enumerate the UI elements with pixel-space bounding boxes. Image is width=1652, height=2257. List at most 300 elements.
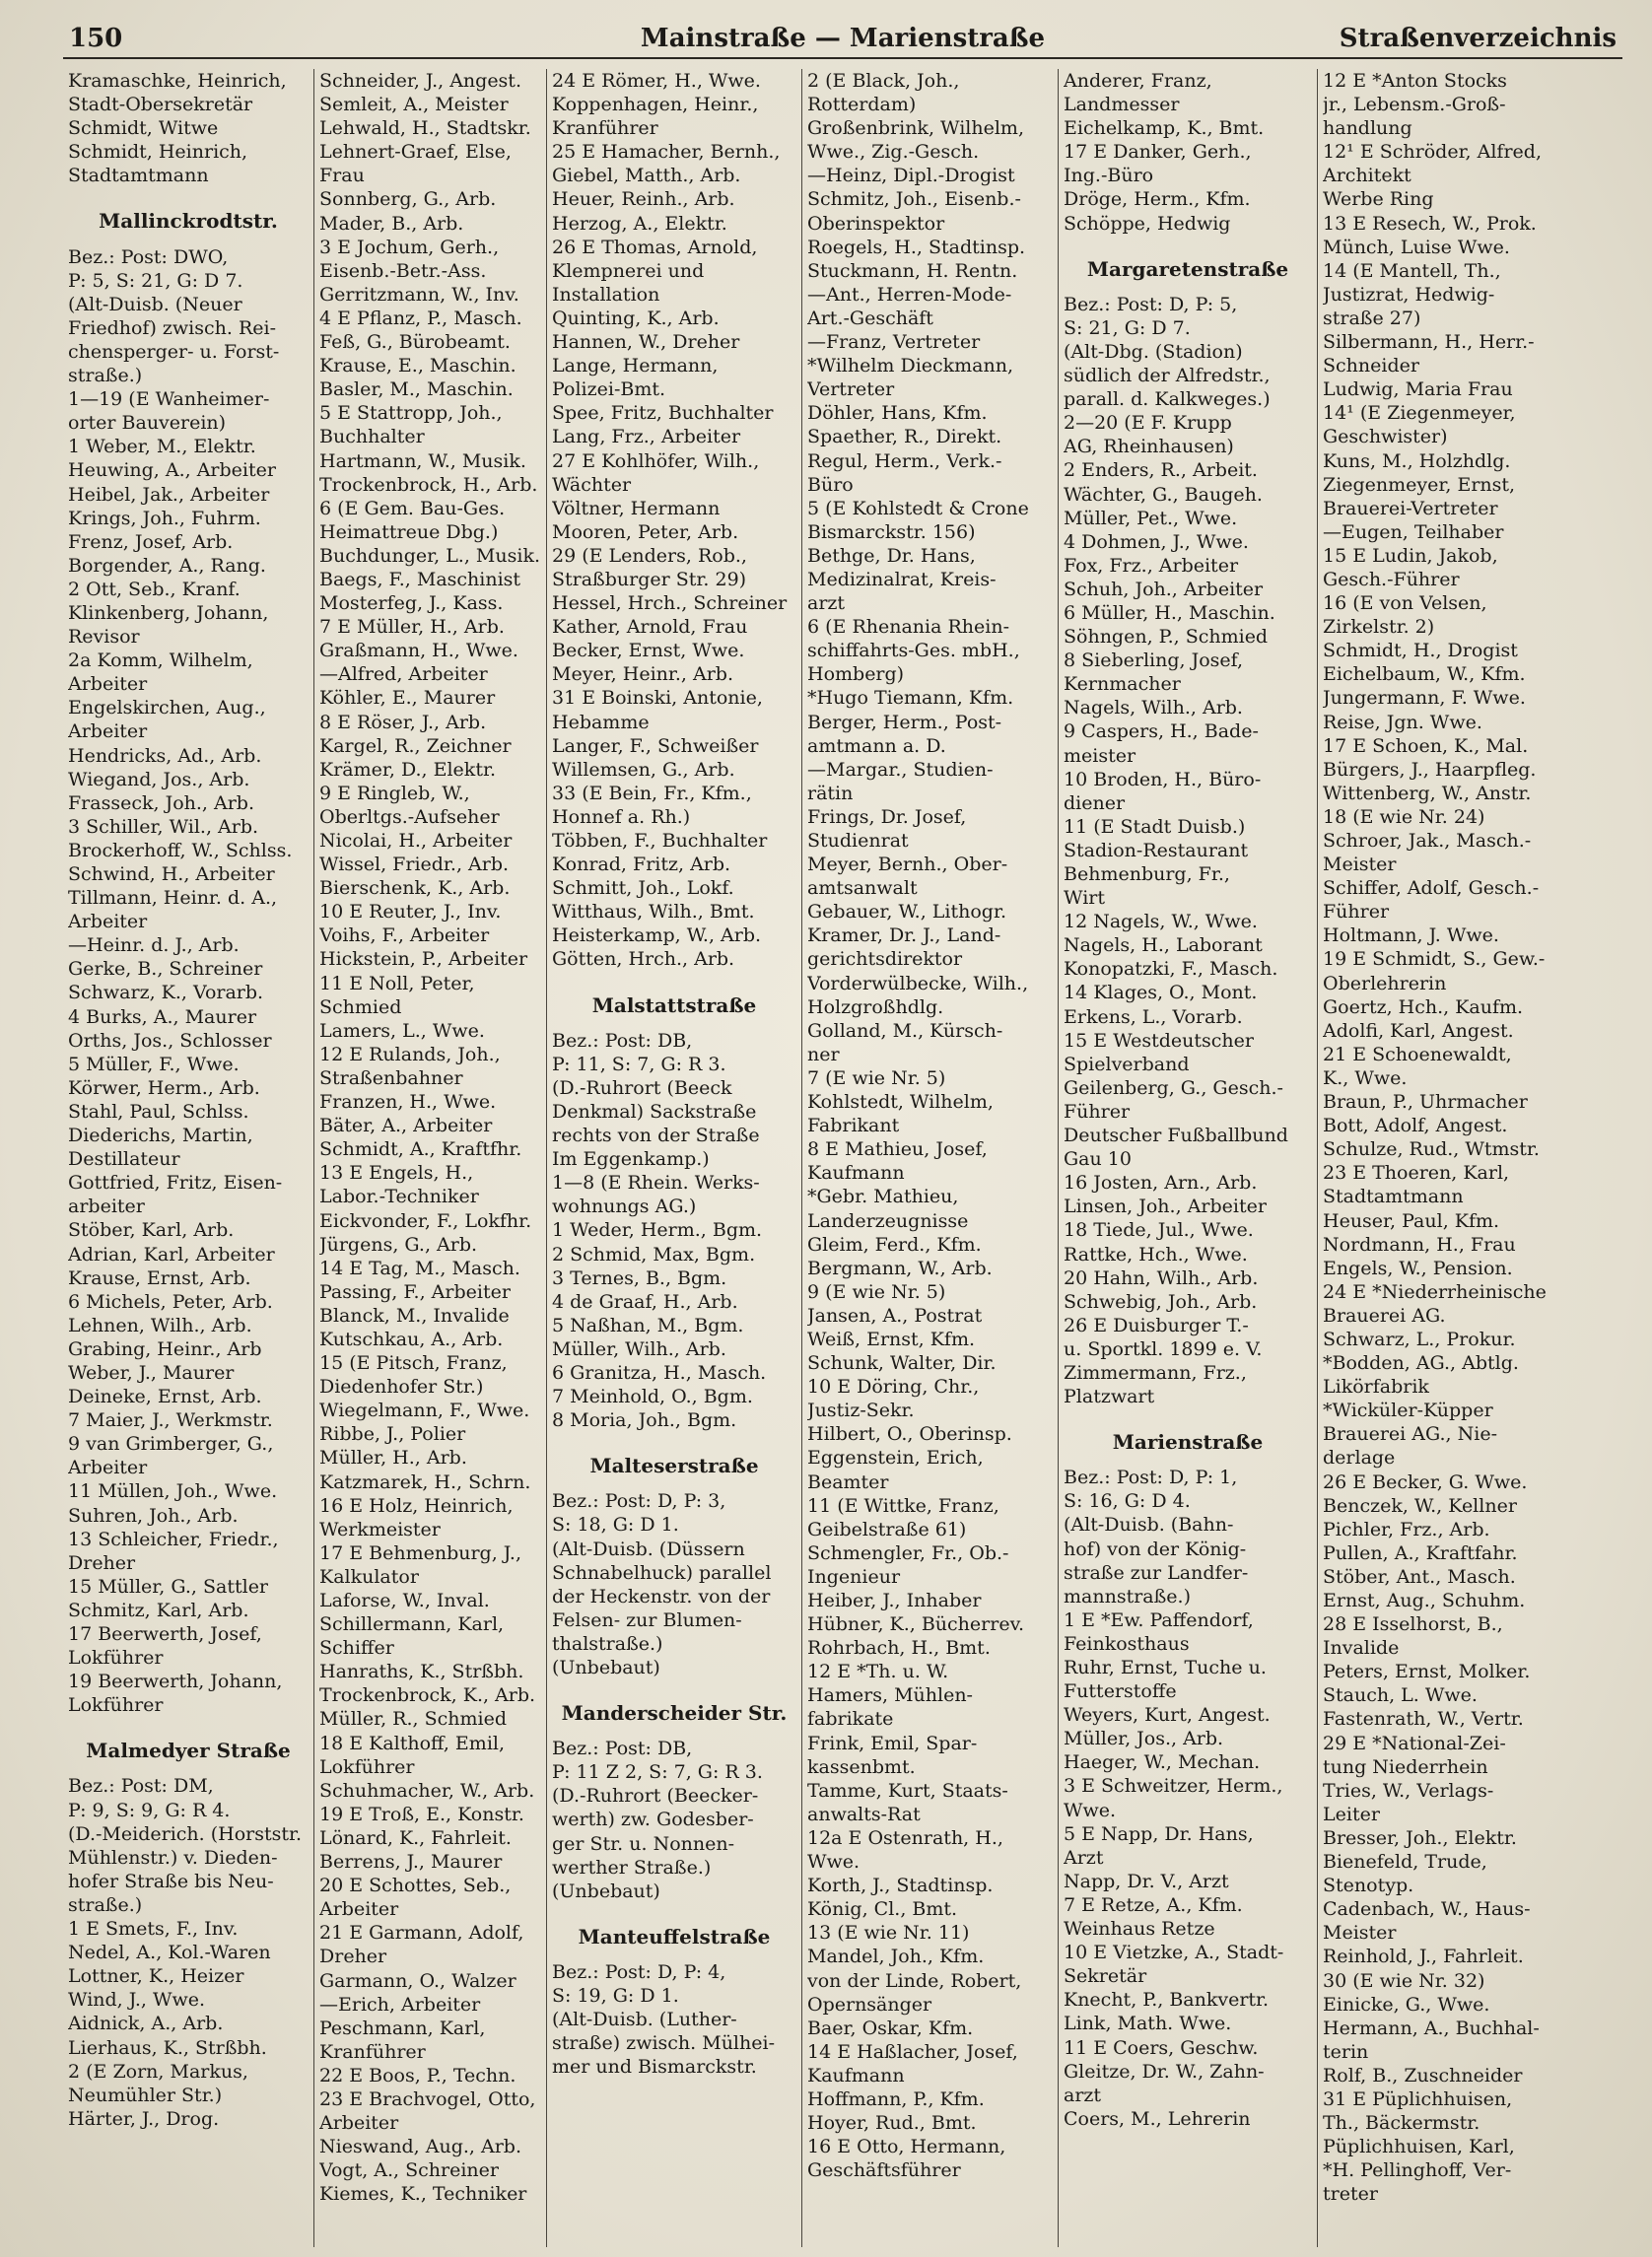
directory-entry-line: S: 21, G: D 7. — [1064, 316, 1191, 339]
directory-entry-line: südlich der Alfredstr., — [1064, 365, 1271, 387]
directory-entry-line: Eichelbaum, W., Kfm. — [1323, 663, 1526, 686]
directory-entry-line: 10 Broden, H., Büro- — [1064, 768, 1262, 790]
page-number: 150 — [69, 24, 123, 53]
directory-entry-line: der Heckenstr. von der — [552, 1585, 771, 1607]
directory-entry-line: Schmitz, Karl, Arb. — [68, 1599, 249, 1621]
directory-entry-line: Frasseck, Joh., Arb. — [68, 791, 254, 814]
directory-entry-line: straße 27) — [1323, 307, 1421, 329]
directory-entry-line: —Erich, Arbeiter — [319, 1993, 481, 2016]
directory-entry-line: 2 Schmid, Max, Bgm. — [552, 1243, 756, 1265]
directory-entry-line: 23 E Thoeren, Karl, — [1323, 1162, 1510, 1185]
directory-entry-line: kassenbmt. — [807, 1755, 916, 1778]
column-6 — [1318, 69, 1622, 2247]
directory-entry-line: Landmesser — [1064, 94, 1180, 116]
directory-entry-line: Döhler, Hans, Kfm. — [807, 402, 988, 425]
directory-entry-line: Stadtamtmann — [68, 165, 209, 187]
directory-entry-line: Reise, Jgn. Wwe. — [1323, 711, 1482, 733]
directory-entry-line: treter — [1323, 2183, 1378, 2206]
directory-entry-line: 26 E Thomas, Arnold, — [552, 236, 758, 258]
directory-entry-line: 7 (E wie Nr. 5) — [807, 1066, 946, 1089]
directory-entry-line: Cadenbach, W., Haus- — [1323, 1898, 1531, 1921]
directory-entry-line: —Ant., Herren-Mode- — [807, 283, 1012, 306]
street-heading: Marienstraße — [1112, 1430, 1264, 1455]
directory-entry-line: Benczek, W., Kellner — [1323, 1494, 1517, 1517]
directory-entry-line: Schmitt, Joh., Lokf. — [552, 877, 734, 900]
directory-entry-line: Spaether, R., Direkt. — [807, 426, 1002, 448]
directory-entry-line: Arbeiter — [68, 673, 148, 696]
directory-entry-line: 11 E Coers, Geschw. — [1064, 2036, 1259, 2059]
directory-entry-line: Jungermann, F. Wwe. — [1323, 687, 1526, 710]
directory-entry-line: Bott, Adolf, Angest. — [1323, 1115, 1508, 1137]
directory-entry-line: schiffahrts-Ges. mbH., — [807, 640, 1020, 662]
directory-entry-line: Werbe Ring — [1323, 188, 1434, 211]
directory-entry-line: Zirkelstr. 2) — [1323, 616, 1435, 639]
directory-entry-line: Schmied — [319, 995, 402, 1018]
directory-entry-line: Meister — [1323, 1922, 1397, 1945]
directory-entry-line: Lamers, L., Wwe. — [319, 1019, 485, 1042]
column-4 — [802, 69, 1059, 2247]
directory-entry-line: straße) zwisch. Mülhei- — [552, 2032, 775, 2055]
directory-entry-line: Im Eggenkamp.) — [552, 1148, 710, 1171]
directory-entry-line: 27 E Kohlhöfer, Wilh., — [552, 449, 760, 472]
directory-entry-line: Heuwing, A., Arbeiter — [68, 459, 276, 482]
directory-entry-line: Erkens, L., Vorarb. — [1064, 1005, 1243, 1028]
directory-entry-line: Wirt — [1064, 887, 1105, 910]
column-2 — [314, 69, 547, 2247]
directory-entry-line: parall. d. Kalkweges.) — [1064, 388, 1271, 411]
directory-entry-line: mer und Bismarckstr. — [552, 2056, 757, 2079]
directory-entry-line: Schmengler, Fr., Ob.- — [807, 1541, 1009, 1564]
directory-entry-line: —Alfred, Arbeiter — [319, 663, 488, 686]
directory-entry-line: Herzog, A., Elektr. — [552, 212, 727, 235]
directory-entry-line: Deutscher Fußballbund — [1064, 1125, 1288, 1147]
directory-entry-line: Friedhof) zwisch. Rei- — [68, 316, 277, 339]
directory-entry-line: (D.-Ruhrort (Beecker- — [552, 1785, 759, 1808]
directory-entry-line: arzt — [1064, 2084, 1102, 2106]
directory-entry-line: Stahl, Paul, Schlss. — [68, 1100, 249, 1123]
directory-entry-line: 6 Müller, H., Maschin. — [1064, 601, 1275, 624]
directory-entry-line: Hermann, A., Buchhal- — [1323, 2017, 1540, 2039]
directory-entry-line: Stöber, Karl, Arb. — [68, 1219, 235, 1242]
directory-entry-line: Anderer, Franz, — [1064, 70, 1212, 92]
directory-entry-line: Arzt — [1064, 1846, 1104, 1869]
directory-entry-line: Brauerei AG. — [1323, 1304, 1446, 1327]
directory-entry-line: 21 E Garmann, Adolf, — [319, 1922, 524, 1945]
directory-entry-line: Kiemes, K., Techniker — [319, 2183, 527, 2206]
directory-entry-line: Arbeiter — [68, 911, 148, 933]
directory-entry-line: Aidnick, A., Arb. — [68, 2013, 224, 2035]
directory-entry-line: Heiber, J., Inhaber — [807, 1590, 982, 1611]
directory-entry-line: Schwind, H., Arbeiter — [68, 863, 275, 885]
directory-entry-line: Nedel, A., Kol.-Waren — [68, 1942, 271, 1964]
directory-entry-line: 3 Schiller, Wil., Arb. — [68, 815, 259, 838]
directory-entry-line: Hübner, K., Bücherrev. — [807, 1613, 1025, 1636]
directory-entry-line: Müller, Pet., Wwe. — [1064, 507, 1238, 529]
directory-entry-line: Wiegand, Jos., Arb. — [68, 768, 250, 790]
directory-entry-line: Giebel, Matth., Arb. — [552, 165, 741, 187]
directory-entry-line: Stadion-Restaurant — [1064, 839, 1249, 861]
directory-entry-line: 14 E Haßlacher, Josef, — [807, 2040, 1018, 2063]
directory-entry-line: Gleitze, Dr. W., Zahn- — [1064, 2060, 1265, 2083]
directory-entry-line: 17 Beerwerth, Josef, — [68, 1623, 262, 1645]
directory-entry-line: 16 Josten, Arn., Arb. — [1064, 1172, 1258, 1195]
directory-entry-line: AG, Rheinhausen) — [1064, 436, 1234, 458]
directory-entry-line: Nagels, Wilh., Arb. — [1064, 697, 1243, 719]
directory-entry-line: Oberinspektor — [807, 212, 945, 235]
directory-entry-line: 1 Weder, Herm., Bgm. — [552, 1219, 763, 1242]
directory-entry-line: Bez.: Post: DWO, — [68, 245, 229, 268]
directory-entry-line: Engelskirchen, Aug., — [68, 697, 266, 719]
directory-entry-line: Schunk, Walter, Dir. — [807, 1352, 997, 1375]
directory-entry-line: Geschwister) — [1323, 426, 1448, 448]
directory-entry-line: Berger, Herm., Post- — [807, 711, 1002, 733]
directory-entry-line: K., Wwe. — [1323, 1066, 1408, 1089]
directory-entry-line: Brockerhoff, W., Schlss. — [68, 839, 293, 861]
directory-entry-line: Weyers, Kurt, Angest. — [1064, 1704, 1271, 1727]
directory-entry-line: Haeger, W., Mechan. — [1064, 1751, 1261, 1774]
directory-entry-line: Geibelstraße 61) — [807, 1518, 967, 1540]
directory-entry-line: amtmann a. D. — [807, 734, 946, 757]
directory-entry-line: handlung — [1323, 117, 1412, 140]
directory-entry-line: Reinhold, J., Fahrleit. — [1323, 1946, 1524, 1968]
directory-entry-line: 18 Tiede, Jul., Wwe. — [1064, 1219, 1254, 1242]
directory-entry-line: 2a Komm, Wilhelm, — [68, 650, 253, 672]
directory-entry-line: Golland, M., Kürsch- — [807, 1019, 1003, 1042]
directory-entry-line: Vertreter — [807, 378, 895, 401]
directory-entry-line: Basler, M., Maschin. — [319, 378, 514, 401]
directory-entry-line: Gerritzmann, W., Inv. — [319, 283, 519, 306]
directory-entry-line: Kranführer — [552, 117, 658, 140]
directory-entry-line: Koppenhagen, Heinr., — [552, 94, 759, 116]
directory-entry-line: Beamter — [807, 1470, 889, 1493]
directory-entry-line: Oberltgs.-Aufseher — [319, 805, 500, 828]
directory-entry-line: Deineke, Ernst, Arb. — [68, 1386, 262, 1408]
directory-entry-line: Schmidt, Heinrich, — [68, 141, 248, 164]
directory-entry-line: 9 Caspers, H., Bade- — [1064, 720, 1259, 743]
directory-entry-line: 9 (E wie Nr. 5) — [807, 1280, 946, 1303]
directory-entry-line: (D.-Ruhrort (Beeck — [552, 1076, 732, 1099]
directory-entry-line: Fastenrath, W., Vertr. — [1323, 1708, 1524, 1731]
directory-entry-line: Ziegenmeyer, Ernst, — [1323, 473, 1516, 496]
directory-entry-line: 29 E *National-Zei- — [1323, 1732, 1506, 1754]
directory-entry-line: straße.) — [68, 1893, 143, 1916]
directory-entry-line: Semleit, A., Meister — [319, 94, 509, 116]
directory-entry-line: Peschmann, Karl, — [319, 2017, 486, 2039]
directory-entry-line: Arbeiter — [68, 720, 148, 743]
directory-entry-line: Werkmeister — [319, 1518, 441, 1540]
directory-entry-line: 12a E Ostenrath, H., — [807, 1826, 1003, 1849]
directory-entry-line: 2 (E Zorn, Markus, — [68, 2060, 248, 2083]
directory-entry-line: Denkmal) Sackstraße — [552, 1100, 757, 1123]
directory-entry-line: 2 (E Black, Joh., — [807, 70, 960, 92]
directory-entry-line: 4 E Pflanz, P., Masch. — [319, 307, 522, 329]
directory-entry-line: Roegels, H., Stadtinsp. — [807, 236, 1026, 258]
directory-entry-line: 10 E Vietzke, A., Stadt- — [1064, 1942, 1284, 1964]
directory-entry-line: Schulze, Rud., Wtmstr. — [1323, 1138, 1540, 1161]
directory-entry-line: Krause, Ernst, Arb. — [68, 1266, 251, 1289]
directory-entry-line: Einicke, G., Wwe. — [1323, 1993, 1490, 2016]
directory-entry-line: Hendricks, Ad., Arb. — [68, 744, 262, 767]
directory-entry-line: Wind, J., Wwe. — [68, 1989, 206, 2012]
directory-entry-line: Architekt — [1323, 165, 1411, 187]
directory-entry-line: Müller, H., Arb. — [319, 1447, 467, 1470]
directory-entry-line: 6 (E Rhenania Rhein- — [807, 616, 1010, 639]
directory-entry-line: Stöber, Ant., Masch. — [1323, 1565, 1516, 1588]
directory-entry-line: Oberlehrerin — [1323, 972, 1447, 994]
directory-entry-line: Lottner, K., Heizer — [68, 1965, 244, 1988]
directory-entry-line: Kramaschke, Heinrich, — [68, 70, 287, 92]
directory-entry-line: Arbeiter — [68, 1457, 148, 1479]
directory-entry-line: Nordmann, H., Frau — [1323, 1233, 1516, 1256]
directory-entry-line: P: 9, S: 9, G: R 4. — [68, 1799, 231, 1821]
directory-entry-line: 13 E Resech, W., Prok. — [1323, 212, 1537, 235]
directory-entry-line: Bez.: Post: D, P: 4, — [552, 1960, 726, 1983]
directory-entry-line: Kuns, M., Holzhdlg. — [1323, 449, 1511, 472]
directory-entry-line: Dreher — [319, 1946, 387, 1968]
directory-entry-line: Eichelkamp, K., Bmt. — [1064, 117, 1265, 140]
directory-entry-line: 9 van Grimberger, G., — [68, 1433, 274, 1456]
directory-entry-line: Tamme, Kurt, Staats- — [807, 1779, 1008, 1802]
directory-entry-line: Mandel, Joh., Kfm. — [807, 1946, 985, 1968]
directory-entry-line: 5 (E Kohlstedt & Crone — [807, 497, 1029, 519]
directory-entry-line: gerichtsdirektor — [807, 948, 963, 971]
directory-entry-line: Studienrat — [807, 830, 909, 852]
directory-entry-line: arbeiter — [68, 1196, 145, 1218]
directory-entry-line: Konrad, Fritz, Arb. — [552, 854, 731, 876]
directory-entry-line: Bürgers, J., Haarpfleg. — [1323, 758, 1537, 781]
directory-entry-line: Garmann, O., Walzer — [319, 1969, 516, 1992]
directory-entry-line: Klempnerei und — [552, 259, 705, 282]
directory-entry-line: 7 Meinhold, O., Bgm. — [552, 1386, 753, 1408]
directory-entry-line: Geschäftsführer — [807, 2159, 961, 2182]
directory-entry-line: 10 E Reuter, J., Inv. — [319, 901, 502, 923]
directory-entry-line: Völtner, Hermann — [552, 497, 721, 519]
directory-entry-line: 20 Hahn, Wilh., Arb. — [1064, 1266, 1259, 1289]
directory-entry-line: terin — [1323, 2040, 1369, 2063]
directory-entry-line: 15 Müller, G., Sattler — [68, 1575, 269, 1598]
directory-entry-line: 5 E Stattropp, Joh., — [319, 402, 503, 425]
directory-entry-line: —Eugen, Teilhaber — [1323, 520, 1504, 543]
directory-entry-line: 20 E Schottes, Seb., — [319, 1875, 512, 1897]
directory-entry-line: 6 (E Gem. Bau-Ges. — [319, 497, 506, 519]
directory-entry-line: Justiz-Sekr. — [807, 1400, 915, 1422]
directory-entry-line: Kohlstedt, Wilhelm, — [807, 1091, 994, 1114]
directory-entry-line: Likörfabrik — [1323, 1376, 1429, 1399]
directory-entry-line: 28 E Isselhorst, B., — [1323, 1613, 1503, 1636]
directory-entry-line: Mader, B., Arb. — [319, 212, 464, 235]
directory-entry-line: Krause, E., Maschin. — [319, 355, 516, 377]
directory-entry-line: Neumühler Str.) — [68, 2084, 223, 2106]
directory-entry-line: Schmidt, A., Kraftfhr. — [319, 1138, 522, 1161]
directory-entry-line: Feinkosthaus — [1064, 1632, 1190, 1655]
directory-entry-line: amtsanwalt — [807, 877, 918, 900]
directory-entry-line: Bethge, Dr. Hans, — [807, 544, 976, 567]
directory-entry-line: *Gebr. Mathieu, — [807, 1186, 959, 1208]
directory-entry-line: Krings, Joh., Fuhrm. — [68, 507, 261, 529]
directory-entry-line: 11 (E Wittke, Franz, — [807, 1494, 999, 1517]
directory-entry-line: Bresser, Joh., Elektr. — [1323, 1826, 1517, 1849]
directory-entry-line: Meyer, Heinr., Arb. — [552, 663, 733, 686]
directory-entry-line: Borgender, A., Rang. — [68, 554, 266, 577]
directory-entry-line: Mosterfeg, J., Kass. — [319, 592, 504, 615]
directory-entry-line: Schwarz, K., Vorarb. — [68, 982, 264, 1004]
directory-entry-line: 4 Burks, A., Maurer — [68, 1005, 257, 1028]
directory-entry-line: Felsen- zur Blumen- — [552, 1608, 742, 1631]
directory-entry-line: hofer Straße bis Neu- — [68, 1870, 274, 1892]
directory-entry-line: *Wilhelm Dieckmann, — [807, 355, 1014, 377]
directory-entry-line: 16 E Otto, Hermann, — [807, 2136, 1006, 2158]
directory-entry-line: Schmidt, Witwe — [68, 117, 219, 140]
directory-entry-line: Jürgens, G., Arb. — [319, 1233, 478, 1256]
directory-entry-line: 26 E Becker, G. Wwe. — [1323, 1470, 1528, 1493]
directory-entry-line: P: 5, S: 21, G: D 7. — [68, 269, 243, 292]
directory-entry-line: 3 E Jochum, Gerh., — [319, 236, 500, 258]
directory-entry-line: 13 E Engels, H., — [319, 1162, 474, 1185]
directory-entry-line: 5 E Napp, Dr. Hans, — [1064, 1822, 1254, 1845]
directory-entry-line: Schneider — [1323, 355, 1419, 377]
directory-entry-line: 19 E Schmidt, S., Gew.- — [1323, 948, 1546, 971]
directory-entry-line: Bez.: Post: D, P: 3, — [552, 1490, 726, 1513]
directory-entry-line: Pichler, Frz., Arb. — [1323, 1518, 1490, 1540]
directory-entry-line: Spee, Fritz, Buchhalter — [552, 402, 774, 425]
directory-entry-line: 13 (E wie Nr. 11) — [807, 1922, 970, 1945]
directory-entry-line: Wittenberg, W., Anstr. — [1323, 782, 1532, 804]
directory-entry-line: Justizrat, Hedwig- — [1323, 283, 1495, 306]
directory-entry-line: 8 Moria, Joh., Bgm. — [552, 1409, 737, 1432]
directory-entry-line: Platzwart — [1064, 1386, 1155, 1408]
directory-entry-line: Meyer, Bernh., Ober- — [807, 854, 1008, 876]
directory-entry-line: arzt — [807, 592, 846, 615]
directory-entry-line: Kernmacher — [1064, 673, 1181, 696]
directory-entry-line: *Bodden, AG., Abtlg. — [1323, 1352, 1519, 1375]
directory-entry-line: 17 E Schoen, K., Mal. — [1323, 734, 1529, 757]
directory-entry-line: Kaufmann — [807, 2064, 905, 2086]
directory-entry-line: 4 Dohmen, J., Wwe. — [1064, 530, 1249, 553]
directory-entry-line: König, Cl., Bmt. — [807, 1898, 958, 1921]
directory-entry-line: 14 E Tag, M., Masch. — [319, 1257, 520, 1279]
directory-entry-line: Polizei-Bmt. — [552, 378, 666, 401]
directory-entry-line: Engels, W., Pension. — [1323, 1257, 1513, 1279]
directory-entry-line: 5 Naßhan, M., Bgm. — [552, 1314, 744, 1336]
directory-entry-line: Schöppe, Hedwig — [1064, 212, 1231, 235]
directory-entry-line: 2 Enders, R., Arbeit. — [1064, 459, 1258, 482]
directory-entry-line: Futterstoffe — [1064, 1680, 1177, 1703]
directory-entry-line: Becker, Ernst, Wwe. — [552, 640, 745, 662]
directory-entry-line: Witthaus, Wilh., Bmt. — [552, 901, 755, 923]
directory-entry-line: Arbeiter — [319, 1898, 399, 1921]
directory-entry-line: Voihs, F., Arbeiter — [319, 924, 490, 947]
directory-entry-line: Eisenb.-Betr.-Ass. — [319, 259, 487, 282]
directory-entry-line: (Alt-Duisb. (Luther- — [552, 2009, 737, 2031]
directory-entry-line: Lehnert-Graef, Else, — [319, 141, 512, 164]
directory-entry-line: Großenbrink, Wilhelm, — [807, 117, 1024, 140]
column-5 — [1059, 69, 1318, 2247]
directory-entry-line: Holtmann, J. Wwe. — [1323, 924, 1499, 947]
directory-entry-line: Frink, Emil, Spar- — [807, 1732, 978, 1754]
directory-entry-line: 15 E Westdeutscher — [1064, 1029, 1254, 1052]
directory-entry-line: derlage — [1323, 1447, 1396, 1470]
running-head: Straßenverzeichnis — [1339, 24, 1617, 53]
directory-entry-line: Stuckmann, H. Rentn. — [807, 259, 1018, 282]
directory-entry-line: Tillmann, Heinr. d. A., — [68, 887, 278, 910]
directory-entry-line: Heimattreue Dbg.) — [319, 520, 499, 543]
directory-entry-line: ner — [807, 1043, 840, 1065]
street-heading: Malteserstraße — [589, 1454, 759, 1478]
directory-entry-line: Rattke, Hch., Wwe. — [1064, 1243, 1248, 1265]
directory-entry-line: 31 E Püplichhuisen, — [1323, 2087, 1513, 2110]
directory-entry-line: Gebauer, W., Lithogr. — [807, 901, 1006, 923]
directory-entry-line: 12¹ E Schröder, Alfred, — [1323, 141, 1542, 164]
directory-entry-line: Lokführer — [68, 1647, 164, 1670]
directory-entry-line: Adrian, Karl, Arbeiter — [68, 1243, 275, 1265]
directory-entry-line: Lokführer — [68, 1694, 164, 1717]
directory-entry-line: P: 11, S: 7, G: R 3. — [552, 1053, 726, 1075]
directory-entry-line: wohnungs AG.) — [552, 1196, 697, 1218]
directory-entry-line: rätin — [807, 782, 854, 804]
directory-entry-line: Th., Bäckermstr. — [1323, 2112, 1480, 2135]
directory-entry-line: Baegs, F., Maschinist — [319, 568, 521, 590]
directory-entry-line: Hanraths, K., Strßbh. — [319, 1661, 524, 1683]
directory-entry-line: u. Sportkl. 1899 e. V. — [1064, 1337, 1263, 1360]
directory-entry-line: Trockenbrock, K., Arb. — [319, 1684, 536, 1707]
directory-entry-line: Ernst, Aug., Schuhm. — [1323, 1590, 1526, 1611]
directory-entry-line: Bez.: Post: D, P: 5, — [1064, 293, 1238, 315]
directory-entry-line: Münch, Luise Wwe. — [1323, 236, 1510, 258]
directory-entry-line: 24 E Römer, H., Wwe. — [552, 70, 761, 92]
directory-entry-line: Passing, F., Arbeiter — [319, 1280, 511, 1303]
directory-entry-line: Landerzeugnisse — [807, 1209, 969, 1232]
directory-entry-line: 33 (E Bein, Fr., Kfm., — [552, 782, 752, 804]
directory-entry-line: Fabrikant — [807, 1115, 900, 1137]
directory-entry-line: Feß, G., Bürobeamt. — [319, 331, 511, 354]
directory-entry-line: 18 (E wie Nr. 24) — [1323, 805, 1485, 828]
directory-entry-line: Franzen, H., Wwe. — [319, 1091, 497, 1114]
directory-entry-line: 12 E Rulands, Joh., — [319, 1043, 501, 1065]
directory-entry-line: 6 Granitza, H., Masch. — [552, 1361, 767, 1384]
directory-entry-line: Mooren, Peter, Arb. — [552, 520, 739, 543]
directory-entry-line: S: 18, G: D 1. — [552, 1514, 679, 1537]
directory-entry-line: Schwebig, Joh., Arb. — [1064, 1290, 1258, 1313]
street-heading: Malmedyer Straße — [86, 1739, 291, 1763]
directory-entry-line: Führer — [1064, 1100, 1131, 1123]
directory-entry-line: Vogt, A., Schreiner — [319, 2159, 499, 2182]
directory-entry-line: Stauch, L. Wwe. — [1323, 1684, 1478, 1707]
directory-entry-line: Gleim, Ferd., Kfm. — [807, 1233, 982, 1256]
directory-entry-line: Körwer, Herm., Arb. — [68, 1076, 260, 1099]
directory-entry-line: Bez.: Post: DB, — [552, 1029, 693, 1052]
directory-entry-line: Invalide — [1323, 1637, 1400, 1660]
directory-entry-line: 17 E Behmenburg, J., — [319, 1541, 522, 1564]
directory-entry-line: 16 E Holz, Heinrich, — [319, 1494, 514, 1517]
directory-entry-line: Brauerei AG., Nie- — [1323, 1423, 1498, 1446]
directory-entry-line: 13 Schleicher, Friedr., — [68, 1528, 279, 1550]
directory-entry-line: 10 E Döring, Chr., — [807, 1376, 980, 1399]
directory-entry-line: anwalts-Rat — [807, 1803, 921, 1825]
directory-entry-line: 17 E Danker, Gerh., — [1064, 141, 1252, 164]
directory-entry-line: chensperger- u. Forst- — [68, 340, 280, 363]
street-heading: Manteuffelstraße — [578, 1924, 771, 1949]
directory-entry-line: Ludwig, Maria Frau — [1323, 378, 1513, 401]
directory-entry-line: Dröge, Herm., Kfm. — [1064, 188, 1251, 211]
directory-entry-line: Medizinalrat, Kreis- — [807, 568, 997, 590]
street-heading: Mallinckrodtstr. — [99, 209, 278, 234]
directory-entry-line: Hoyer, Rud., Bmt. — [807, 2112, 977, 2135]
directory-entry-line: ger Str. u. Nonnen- — [552, 1832, 735, 1855]
directory-entry-line: S: 19, G: D 1. — [552, 1985, 679, 2008]
directory-entry-line: Kranführer — [319, 2040, 426, 2063]
directory-entry-line: (Alt-Duisb. (Bahn- — [1064, 1514, 1234, 1537]
directory-entry-line: P: 11 Z 2, S: 7, G: R 3. — [552, 1761, 763, 1784]
